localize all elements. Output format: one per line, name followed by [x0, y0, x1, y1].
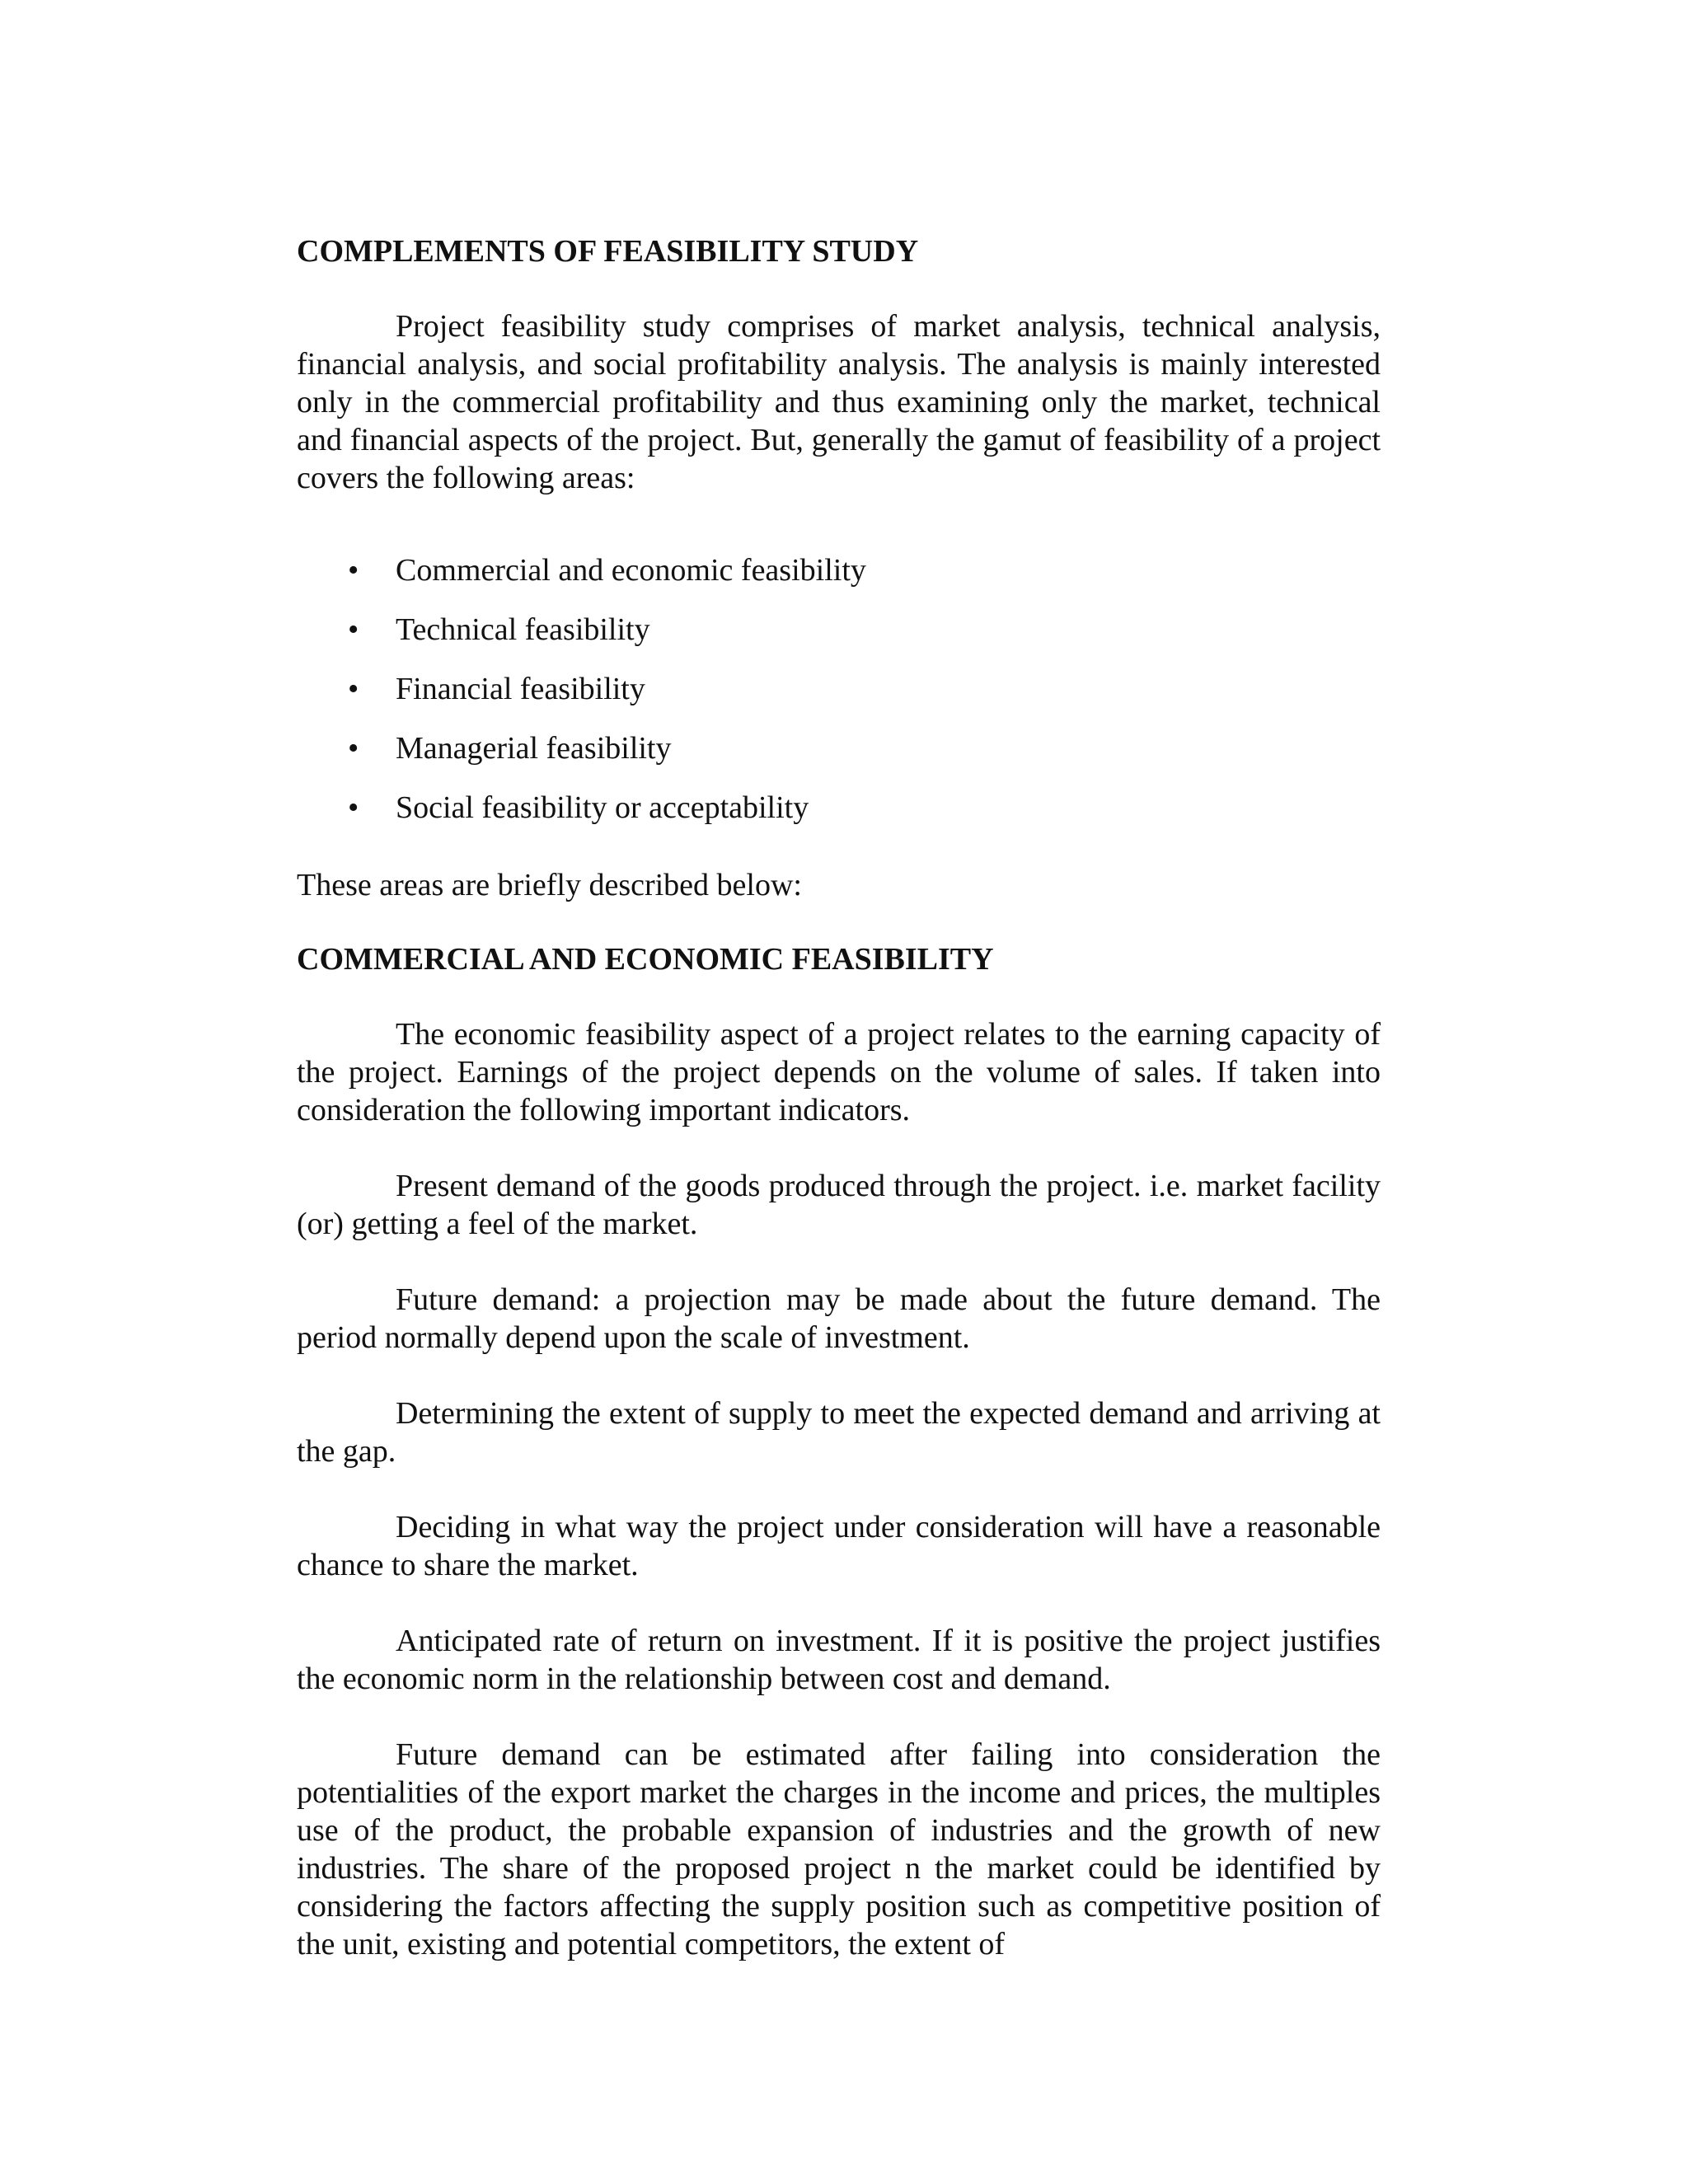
paragraph-supply-gap: Determining the extent of supply to meet the expected demand and arriving at the gap. — [297, 1396, 1381, 1469]
intro-paragraph: Project feasibility study comprises of market analysis, technical analysis, financial analysis, and social profitability analysis. The analysis is mainly interested only in the commercial profitability and thus examining only the market, technical and financial aspects of the project. But, generally the gamut of feasibility of a project covers the following areas: — [297, 309, 1381, 495]
list-item — [297, 789, 1381, 827]
spacer — [297, 1357, 1381, 1394]
spacer — [297, 270, 1381, 307]
spacer — [297, 1243, 1381, 1281]
paragraph-economic-feasibility: The economic feasibility aspect of a project relates to the earning capacity of the project. Earnings of the project depends on the volume of sales. If taken into consideration the following important indicators. — [297, 1017, 1381, 1127]
heading-complements-of-feasibility-study: COMPLEMENTS OF FEASIBILITY STUDY — [297, 234, 919, 269]
paragraph-market-share: Deciding in what way the project under consideration will have a reasonable chance to share the market. — [297, 1510, 1381, 1582]
list-item-text: Managerial feasibility — [396, 731, 672, 766]
paragraph-future-demand: Future demand: a projection may be made about the future demand. The period normally depend upon the scale of investment. — [297, 1282, 1381, 1355]
list-item — [297, 670, 1381, 708]
bullet-icon: • — [348, 553, 359, 588]
bullet-icon: • — [348, 612, 359, 647]
spacer — [297, 1698, 1381, 1736]
list-item — [297, 729, 1381, 767]
spacer — [297, 1584, 1381, 1622]
spacer — [297, 1470, 1381, 1508]
feasibility-areas-list — [297, 551, 1381, 827]
bullet-icon: • — [348, 790, 359, 825]
list-item — [297, 551, 1381, 589]
heading-commercial-and-economic-feasibility: COMMERCIAL AND ECONOMIC FEASIBILITY — [297, 942, 994, 977]
spacer — [297, 904, 1381, 940]
list-item-text: Financial feasibility — [396, 672, 645, 706]
spacer — [297, 827, 1381, 866]
list-item-text: Commercial and economic feasibility — [396, 553, 866, 588]
bullet-icon: • — [348, 731, 359, 766]
paragraph-present-demand: Present demand of the goods produced through the project. i.e. market facility (or) getting a feel of the market. — [297, 1169, 1381, 1241]
paragraph-future-demand-estimation: Future demand can be estimated after failing into consideration the potentialities of the export market the charges in the income and prices, the multiples use of the product, the probable expansion of industries and the growth of new industries. The share of the proposed project n the market could be identified by considering the factors affecting the supply position such as competitive position of the unit, existing and potential competitors, the extent of — [297, 1737, 1381, 1961]
bullet-icon: • — [348, 672, 359, 706]
list-item-text: Technical feasibility — [396, 612, 650, 647]
page-content — [297, 232, 1381, 1963]
spacer — [297, 978, 1381, 1015]
areas-followup-text: These areas are briefly described below: — [297, 868, 802, 902]
list-item-text: Social feasibility or acceptability — [396, 790, 809, 825]
spacer — [297, 497, 1381, 551]
list-item — [297, 611, 1381, 649]
paragraph-rate-of-return: Anticipated rate of return on investment. If it is positive the project justifies the economic norm in the relationship between cost and demand. — [297, 1624, 1381, 1696]
spacer — [297, 1129, 1381, 1167]
